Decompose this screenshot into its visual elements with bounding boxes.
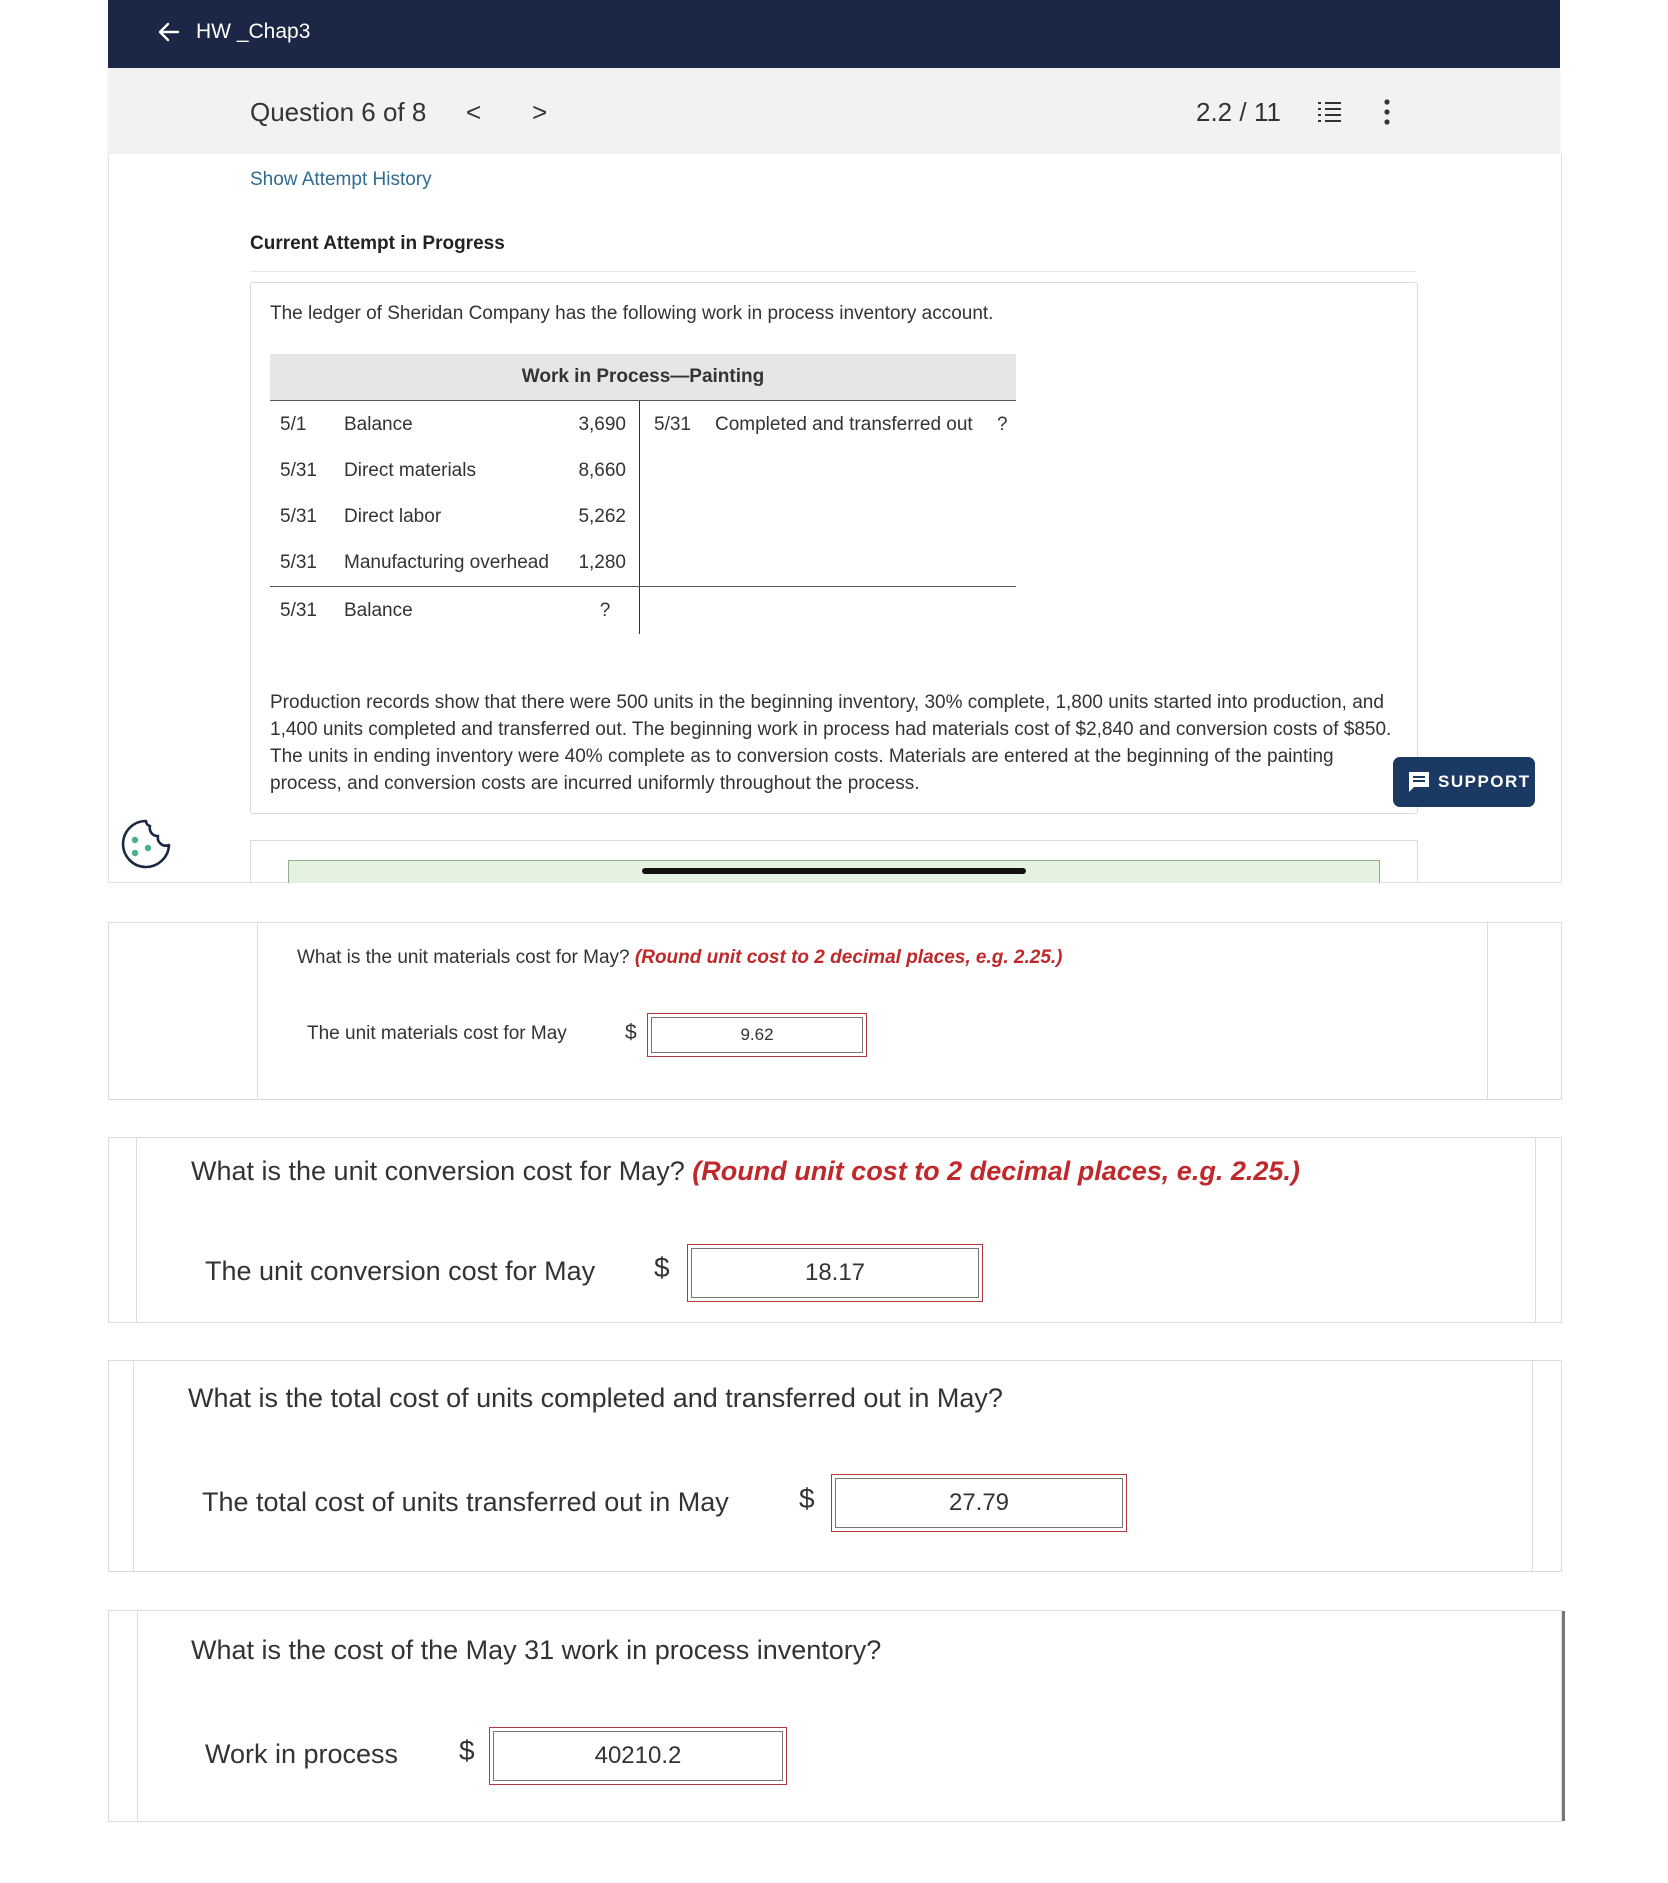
ledger-date: 5/31 — [280, 460, 317, 481]
question-text — [191, 1635, 881, 1666]
scroll-indicator[interactable] — [642, 868, 1026, 874]
ledger-credit-desc: Completed and transferred out — [715, 414, 973, 435]
chat-icon — [1407, 770, 1431, 794]
currency-symbol: $ — [459, 1735, 475, 1766]
unit-conversion-cost-input[interactable]: 18.17 — [691, 1248, 979, 1298]
ledger-desc: Balance — [344, 414, 413, 435]
ledger-amount: 1,280 — [578, 552, 626, 573]
score-display: 2.2 / 11 — [1196, 97, 1281, 127]
ledger-divider-horizontal — [270, 586, 1016, 587]
question-panel — [108, 922, 1562, 1100]
top-bar — [108, 0, 1560, 68]
back-arrow-icon[interactable] — [156, 19, 182, 45]
question-text — [297, 947, 1063, 969]
cookie-icon[interactable] — [120, 818, 172, 870]
support-label: SUPPORT — [1438, 772, 1531, 791]
question-prompt: What is the unit materials cost for May? — [297, 947, 630, 968]
ledger-header — [270, 354, 1016, 401]
question-text — [191, 1156, 1300, 1187]
problem-intro: The ledger of Sheridan Company has the following work in process inventory account. — [270, 303, 994, 324]
question-counter: Question 6 of 8 — [250, 97, 427, 127]
ledger-date: 5/31 — [280, 506, 317, 527]
ledger-title: Work in Process—Painting — [521, 366, 765, 387]
chevron-right-icon[interactable]: > — [532, 97, 548, 127]
ledger-date: 5/1 — [280, 414, 307, 435]
current-attempt-heading: Current Attempt in Progress — [250, 233, 505, 254]
answer-input-frame — [489, 1727, 787, 1785]
currency-symbol: $ — [654, 1252, 670, 1283]
ledger-amount: ? — [599, 600, 611, 621]
answer-label: The unit conversion cost for May — [205, 1256, 596, 1286]
question-panel — [108, 1360, 1562, 1572]
show-attempt-history-link[interactable]: Show Attempt History — [250, 169, 432, 190]
ledger-credit-amount: ? — [997, 414, 1008, 435]
ledger-amount: 5,262 — [578, 506, 626, 527]
answer-label: The total cost of units transferred out in May — [202, 1487, 729, 1517]
question-prompt: What is the cost of the May 31 work in process inventory? — [191, 1635, 882, 1665]
answer-input-frame — [687, 1244, 983, 1302]
work-in-process-input[interactable]: 40210.2 — [493, 1731, 783, 1781]
ledger-desc: Direct materials — [344, 460, 476, 481]
unit-materials-cost-input[interactable]: 9.62 — [651, 1017, 863, 1053]
ledger-desc: Manufacturing overhead — [344, 552, 549, 573]
answer-input-frame — [831, 1474, 1127, 1532]
ledger-desc: Direct labor — [344, 506, 442, 527]
currency-symbol: $ — [625, 1021, 637, 1044]
assignment-title: HW _Chap3 — [196, 20, 311, 43]
transferred-out-cost-input[interactable]: 27.79 — [835, 1478, 1123, 1528]
question-text — [188, 1383, 1003, 1414]
ledger-credit-date: 5/31 — [654, 414, 691, 435]
more-vertical-icon[interactable] — [1382, 98, 1392, 126]
ledger-amount: 3,690 — [578, 414, 626, 435]
support-button[interactable] — [1393, 757, 1535, 807]
currency-symbol: $ — [799, 1483, 815, 1514]
ledger-date: 5/31 — [280, 552, 317, 573]
divider — [250, 271, 1416, 272]
question-panel — [108, 1610, 1562, 1822]
list-icon[interactable] — [1316, 98, 1342, 124]
ledger-date: 5/31 — [280, 600, 317, 621]
ledger-amount: 8,660 — [578, 460, 626, 481]
answer-input-frame — [647, 1013, 867, 1057]
question-instruction: (Round unit cost to 2 decimal places, e.g. 2.25.) — [634, 947, 1063, 968]
question-prompt: What is the total cost of units completed and transferred out in May? — [188, 1383, 1003, 1413]
question-instruction: (Round unit cost to 2 decimal places, e.g. 2.25.) — [692, 1156, 1300, 1186]
chevron-left-icon[interactable]: < — [466, 97, 482, 127]
answer-label: The unit materials cost for May — [307, 1023, 567, 1044]
question-prompt: What is the unit conversion cost for May? — [191, 1156, 685, 1186]
answer-label: Work in process — [205, 1739, 399, 1769]
t-account-ledger — [270, 354, 1016, 634]
production-records-text: Production records show that there were 500 units in the beginning inventory, 30% complete, 1,800 units started into production, and 1,400 units completed and transferred out. The beginning work in process had materials cost of $2,840 and conversion costs of $850. The units in ending inventory were 40% complete as to conversion costs. Materials are entered at the beginning of the painting process, and conversion costs are incurred uniformly throughout the process. — [270, 692, 1392, 794]
question-panel — [108, 1137, 1562, 1323]
ledger-desc: Balance — [344, 600, 413, 621]
question-nav-bar — [108, 68, 1560, 155]
